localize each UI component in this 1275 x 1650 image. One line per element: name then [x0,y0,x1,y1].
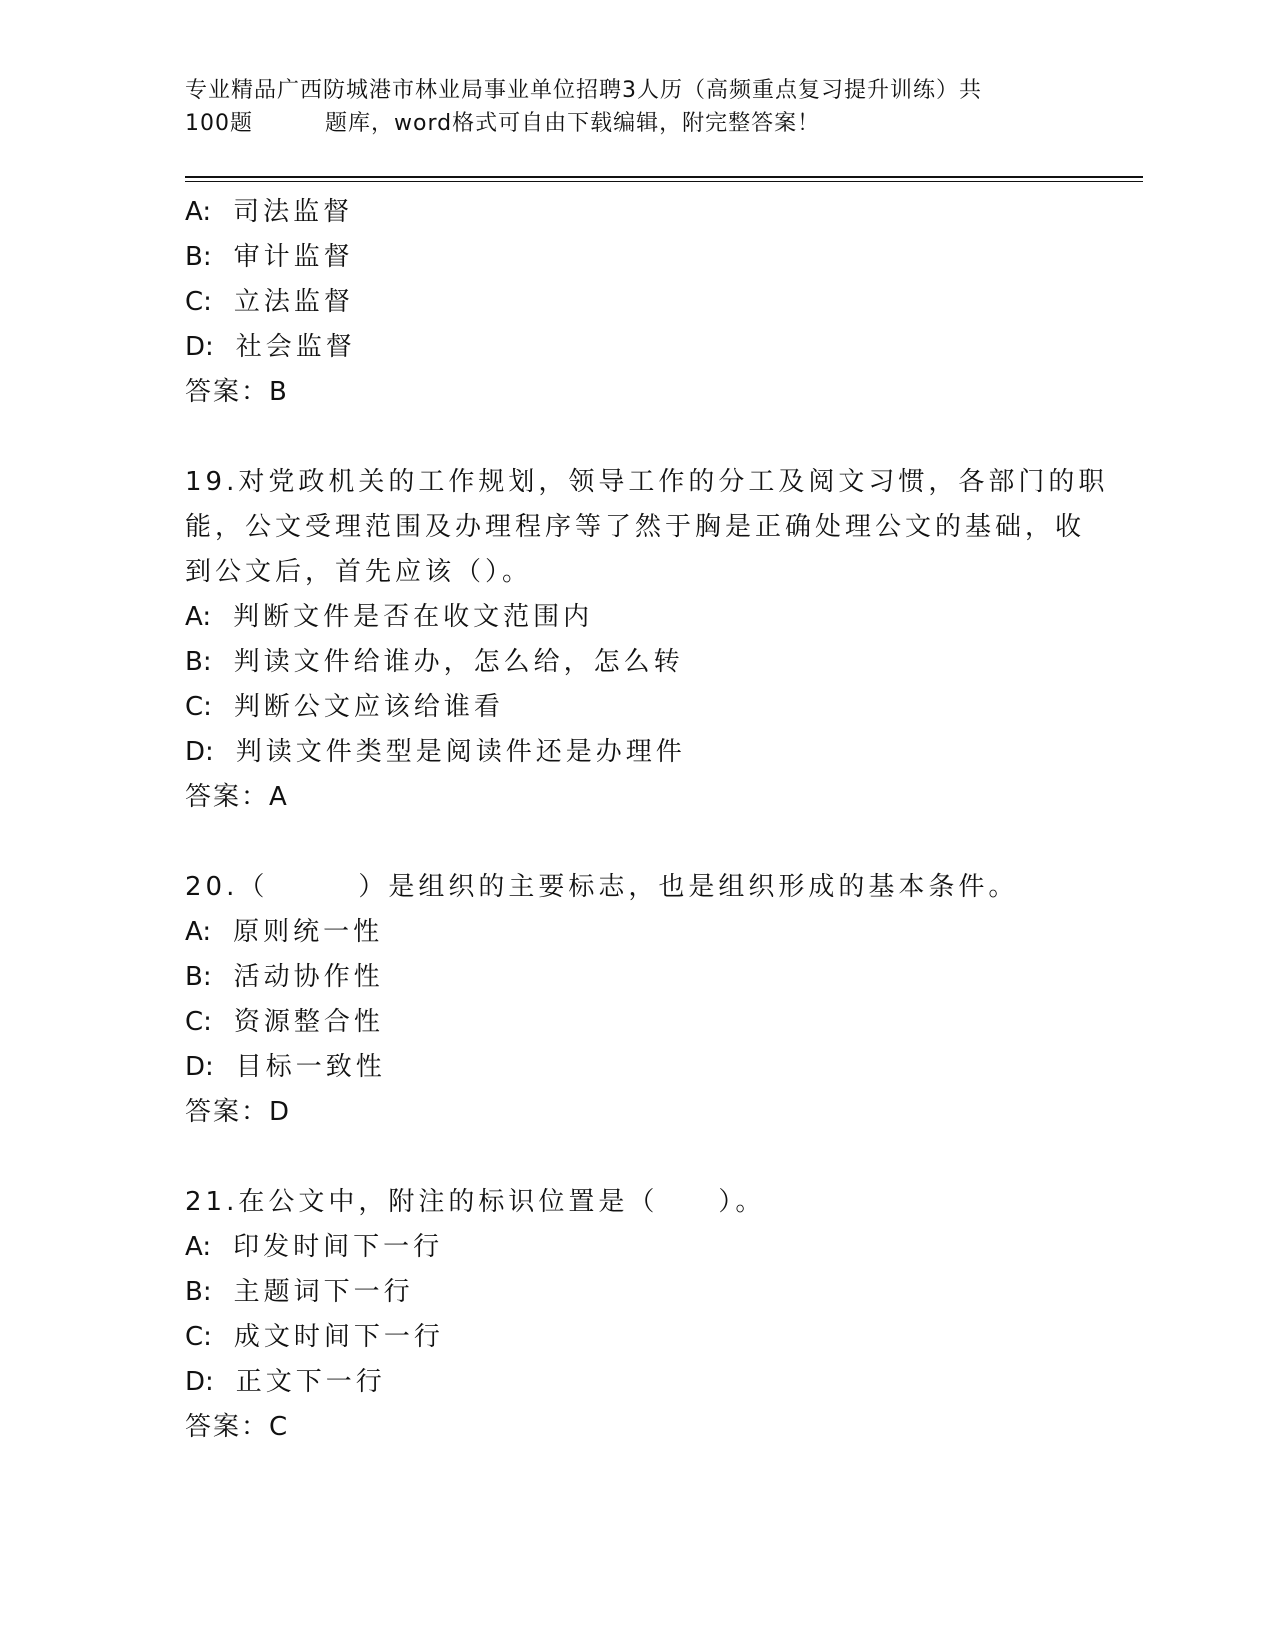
question-text-line: 20.（ ）是组织的主要标志，也是组织形成的基本条件。 [185,872,1019,902]
option-c: C: 判断公文应该给谁看 [185,692,504,722]
document-header [185,74,1065,140]
answer-line: 答案：A [185,782,289,812]
header-subtitle: 题库，word格式可自由下载编辑，附完整答案！ [325,111,821,136]
option-b: B: 审计监督 [185,242,354,272]
option-a: A: 司法监督 [185,197,354,227]
question-text-line: 到公文后，首先应该（）。 [185,557,533,587]
option-b: B: 判读文件给谁办，怎么给，怎么转 [185,647,684,677]
option-d: D: 正文下一行 [185,1367,386,1397]
option-c: C: 立法监督 [185,287,354,317]
header-count: 100题 [185,111,253,136]
option-a: A: 原则统一性 [185,917,384,947]
question-21 [185,1180,1085,1450]
option-d: D: 社会监督 [185,332,356,362]
option-d: D: 目标一致性 [185,1052,386,1082]
option-a: A: 印发时间下一行 [185,1232,444,1262]
header-divider-thick [185,176,1143,178]
option-c: C: 资源整合性 [185,1007,384,1037]
question-20 [185,865,1085,1135]
option-c: C: 成文时间下一行 [185,1322,444,1352]
answer-line: 答案：B [185,377,289,407]
prev-question-block [185,190,1085,415]
option-b: B: 主题词下一行 [185,1277,414,1307]
option-d: D: 判读文件类型是阅读件还是办理件 [185,737,686,767]
header-divider-thin [185,181,1143,182]
question-text-line: 21.在公文中，附注的标识位置是（ ）。 [185,1187,766,1217]
question-text-line: 19.对党政机关的工作规划，领导工作的分工及阅文习惯，各部门的职 [185,467,1109,497]
answer-line: 答案：D [185,1097,292,1127]
option-b: B: 活动协作性 [185,962,384,992]
question-text-line: 能，公文受理范围及办理程序等了然于胸是正确处理公文的基础，收 [185,512,1086,542]
option-a: A: 判断文件是否在收文范围内 [185,602,594,632]
question-list [185,190,1109,1450]
header-title-line-2 [185,107,1065,140]
header-title-line-1: 专业精品广西防城港市林业局事业单位招聘3人历（高频重点复习提升训练）共 [185,78,982,103]
answer-line: 答案：C [185,1412,290,1442]
question-19 [185,460,1109,820]
